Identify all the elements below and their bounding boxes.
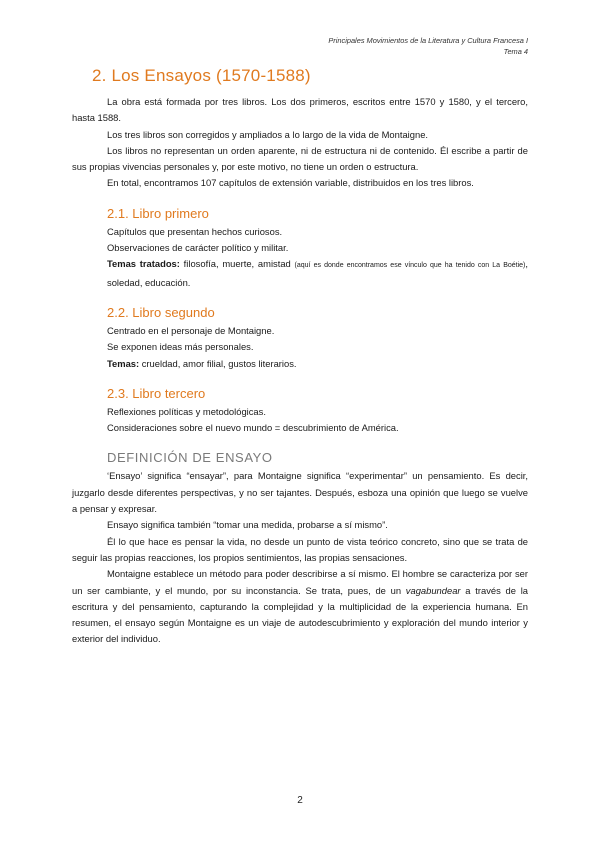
paragraph (72, 566, 528, 647)
temas-text: crueldad, amor filial, gustos literarios. (139, 357, 297, 369)
paragraph-text: Montaigne establece un método para poder describirse a sí mismo. El hombre se caracteriza por ser un ser cambiante, y el mundo, por su inconstancia. Se trata, pues, de un (72, 568, 528, 596)
temas-text-end: , soledad, educación. (107, 258, 528, 288)
list-line: Se exponen ideas más personales. (107, 341, 254, 353)
temas-label: Temas: (107, 357, 140, 369)
running-header (328, 35, 528, 57)
list-line: Observaciones de carácter político y militar. (107, 242, 289, 254)
list-line: Reflexiones políticas y metodológicas. (107, 405, 266, 417)
temas-text: filosofía, muerte, amistad (179, 258, 295, 270)
list-line: Centrado en el personaje de Montaigne. (107, 324, 275, 336)
temas-note: (aquí es donde encontramos ese vínculo que ha tenido con La Boétie) (294, 262, 526, 270)
list-line-temas (72, 356, 528, 372)
emphasis-word: vagabundear (405, 584, 461, 596)
list-line: Capítulos que presentan hechos curiosos. (107, 225, 283, 237)
page-content (72, 66, 528, 648)
paragraph: La obra está formada por tres libros. Los dos primeros, escritos entre 1570 y 1580, y el tercero, hasta 1588. (72, 96, 528, 124)
header-course-title: Principales Movimientos de la Literatura y Cultura Francesa I (328, 36, 528, 45)
list-line-temas (72, 256, 528, 291)
header-topic: Tema 4 (503, 47, 528, 56)
temas-label: Temas tratados: (107, 258, 180, 270)
paragraph-text: a través de la escritura y del pensamiento, capturando la complejidad y la multiplicidad de la experiencia humana. En resumen, el ensayo según Montaigne es un viaje de autodescubrimiento y exploración del mundo interior y exterior del individuo. (72, 584, 528, 645)
definition-title: DEFINICIÓN DE ENSAYO (107, 450, 273, 466)
paragraph: En total, encontramos 107 capítulos de extensión variable, distribuidos en los tres libros. (107, 177, 474, 189)
section-title: 2. Los Ensayos (1570-1588) (92, 66, 311, 85)
page-number: 2 (297, 795, 303, 806)
paragraph: Los tres libros son corregidos y ampliados a lo largo de la vida de Montaigne. (107, 128, 429, 140)
subsection-title-libro-primero: 2.1. Libro primero (107, 205, 209, 221)
subsection-title-libro-tercero: 2.3. Libro tercero (107, 385, 206, 401)
subsection-title-libro-segundo: 2.2. Libro segundo (107, 304, 215, 320)
paragraph: Él lo que hace es pensar la vida, no desde un punto de vista teórico concreto, sino que se trata de seguir las propias reacciones, los propios sentimientos, las propias sensaciones. (72, 535, 528, 563)
paragraph: Ensayo significa también “tomar una medida, probarse a sí mismo”. (107, 519, 388, 531)
paragraph: Los libros no representan un orden aparente, ni de estructura ni de contenido. Él escribe a partir de sus propias vivencias personales y, por este motivo, no tiene un orden o estructura. (72, 144, 528, 173)
paragraph: ‘Ensayo’ significa “ensayar”, para Montaigne significa “experimentar” un pensamiento. Es decir, juzgarlo desde diferentes perspectivas, y no ser tajantes. Después, esboza una opinión que luego se vuelve a pensar y expresar. (72, 470, 528, 515)
list-line: Consideraciones sobre el nuevo mundo = descubrimiento de América. (107, 422, 399, 434)
